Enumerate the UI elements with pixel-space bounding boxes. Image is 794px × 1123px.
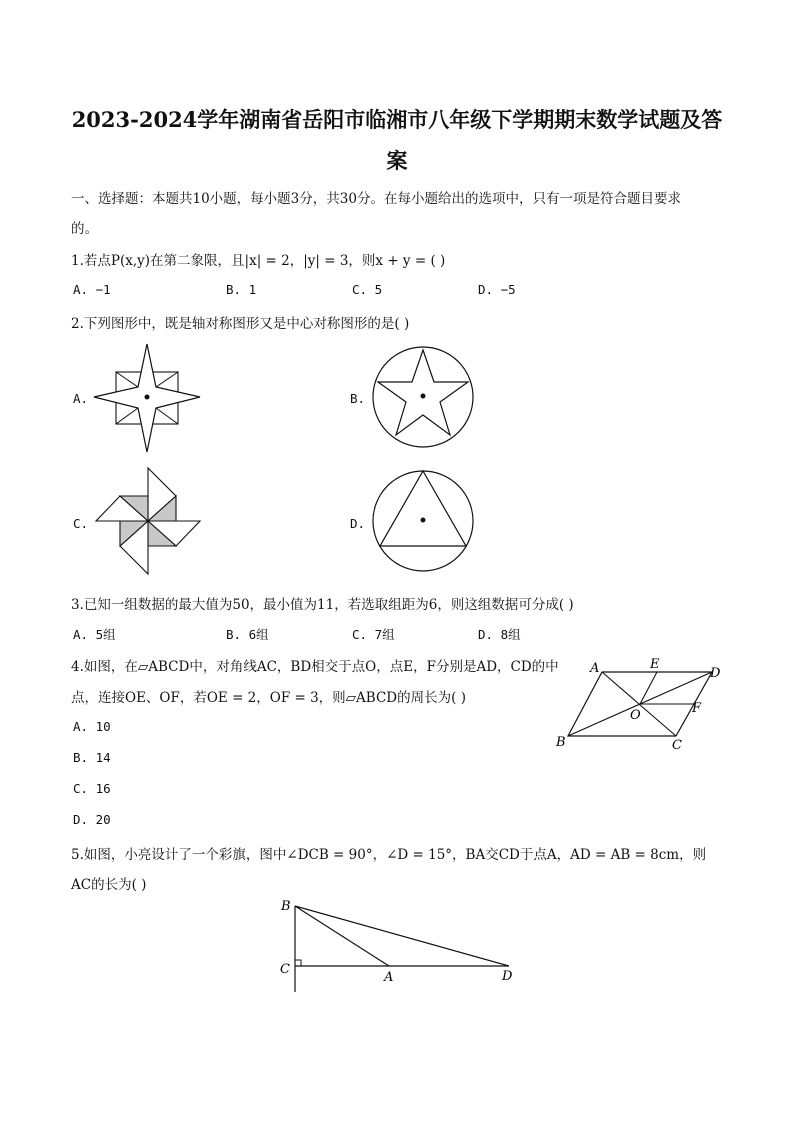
q2-figure-b-star-in-circle bbox=[370, 344, 476, 450]
q4-point-d: D bbox=[710, 666, 721, 681]
q1-option-a: A. −1 bbox=[73, 282, 111, 297]
q2-option-b-label: B. bbox=[350, 391, 366, 406]
q4-point-c: C bbox=[672, 738, 682, 753]
q5-point-b: B bbox=[281, 899, 291, 914]
q1-option-c: C. 5 bbox=[352, 282, 383, 297]
q5-point-a: A bbox=[384, 970, 394, 985]
question-5-stem: 5.如图，小亮设计了一个彩旗，图中∠DCB = 90°，∠D = 15°，BA交CD于点A，AD = AB = 8cm，则 bbox=[71, 847, 707, 863]
q3-option-a: A. 5组 bbox=[73, 627, 116, 642]
question-2-stem: 2.下列图形中，既是轴对称图形又是中心对称图形的是( ) bbox=[71, 316, 410, 332]
q5-triangle-figure bbox=[276, 896, 516, 994]
q4-point-a: A bbox=[590, 661, 600, 676]
q3-option-b: B. 6组 bbox=[226, 627, 269, 642]
q4-point-b: B bbox=[556, 735, 566, 750]
q2-figure-d-triangle-in-circle bbox=[370, 468, 476, 574]
q5-point-c: C bbox=[280, 962, 290, 977]
q2-figure-a-eight-point-star bbox=[92, 342, 204, 454]
page-title: 2023-2024学年湖南省岳阳市临湘市八年级下学期期末数学试题及答 bbox=[71, 107, 723, 132]
section-instructions: 一、选择题：本题共10小题，每小题3分，共30分。在每小题给出的选项中，只有一项是符合题目要求 bbox=[71, 191, 681, 207]
q1-option-b: B. 1 bbox=[226, 282, 257, 297]
q3-option-d: D. 8组 bbox=[478, 627, 521, 642]
q4-option-d: D. 20 bbox=[73, 812, 111, 827]
question-5-stem-continued: AC的长为( ) bbox=[71, 877, 147, 893]
q3-option-c: C. 7组 bbox=[352, 627, 395, 642]
q4-option-b: B. 14 bbox=[73, 750, 111, 765]
q4-point-f: F bbox=[692, 701, 702, 716]
q4-option-c: C. 16 bbox=[73, 781, 111, 796]
question-1-stem: 1.若点P(x,y)在第二象限，且|x| = 2，|y| = 3，则x + y = ( ) bbox=[71, 253, 446, 269]
q4-point-o: O bbox=[630, 708, 641, 723]
q2-option-c-label: C. bbox=[73, 516, 89, 531]
q2-option-d-label: D. bbox=[350, 516, 366, 531]
q4-point-e: E bbox=[650, 657, 660, 672]
q2-figure-c-pinwheel bbox=[92, 466, 204, 578]
q5-point-d: D bbox=[502, 969, 513, 984]
q4-parallelogram-figure bbox=[550, 656, 730, 756]
page-title-continued: 案 bbox=[386, 148, 408, 173]
q1-option-d: D. −5 bbox=[478, 282, 516, 297]
question-4-stem-continued: 点，连接OE、OF，若OE = 2，OF = 3，则▱ABCD的周长为( ) bbox=[71, 690, 466, 706]
q2-option-a-label: A. bbox=[73, 391, 89, 406]
section-instructions-continued: 的。 bbox=[71, 221, 98, 237]
question-4-stem: 4.如图，在▱ABCD中，对角线AC，BD相交于点O，点E，F分别是AD，CD的中 bbox=[71, 659, 559, 675]
q4-option-a: A. 10 bbox=[73, 719, 111, 734]
question-3-stem: 3.已知一组数据的最大值为50，最小值为11，若选取组距为6，则这组数据可分成( ) bbox=[71, 597, 574, 613]
